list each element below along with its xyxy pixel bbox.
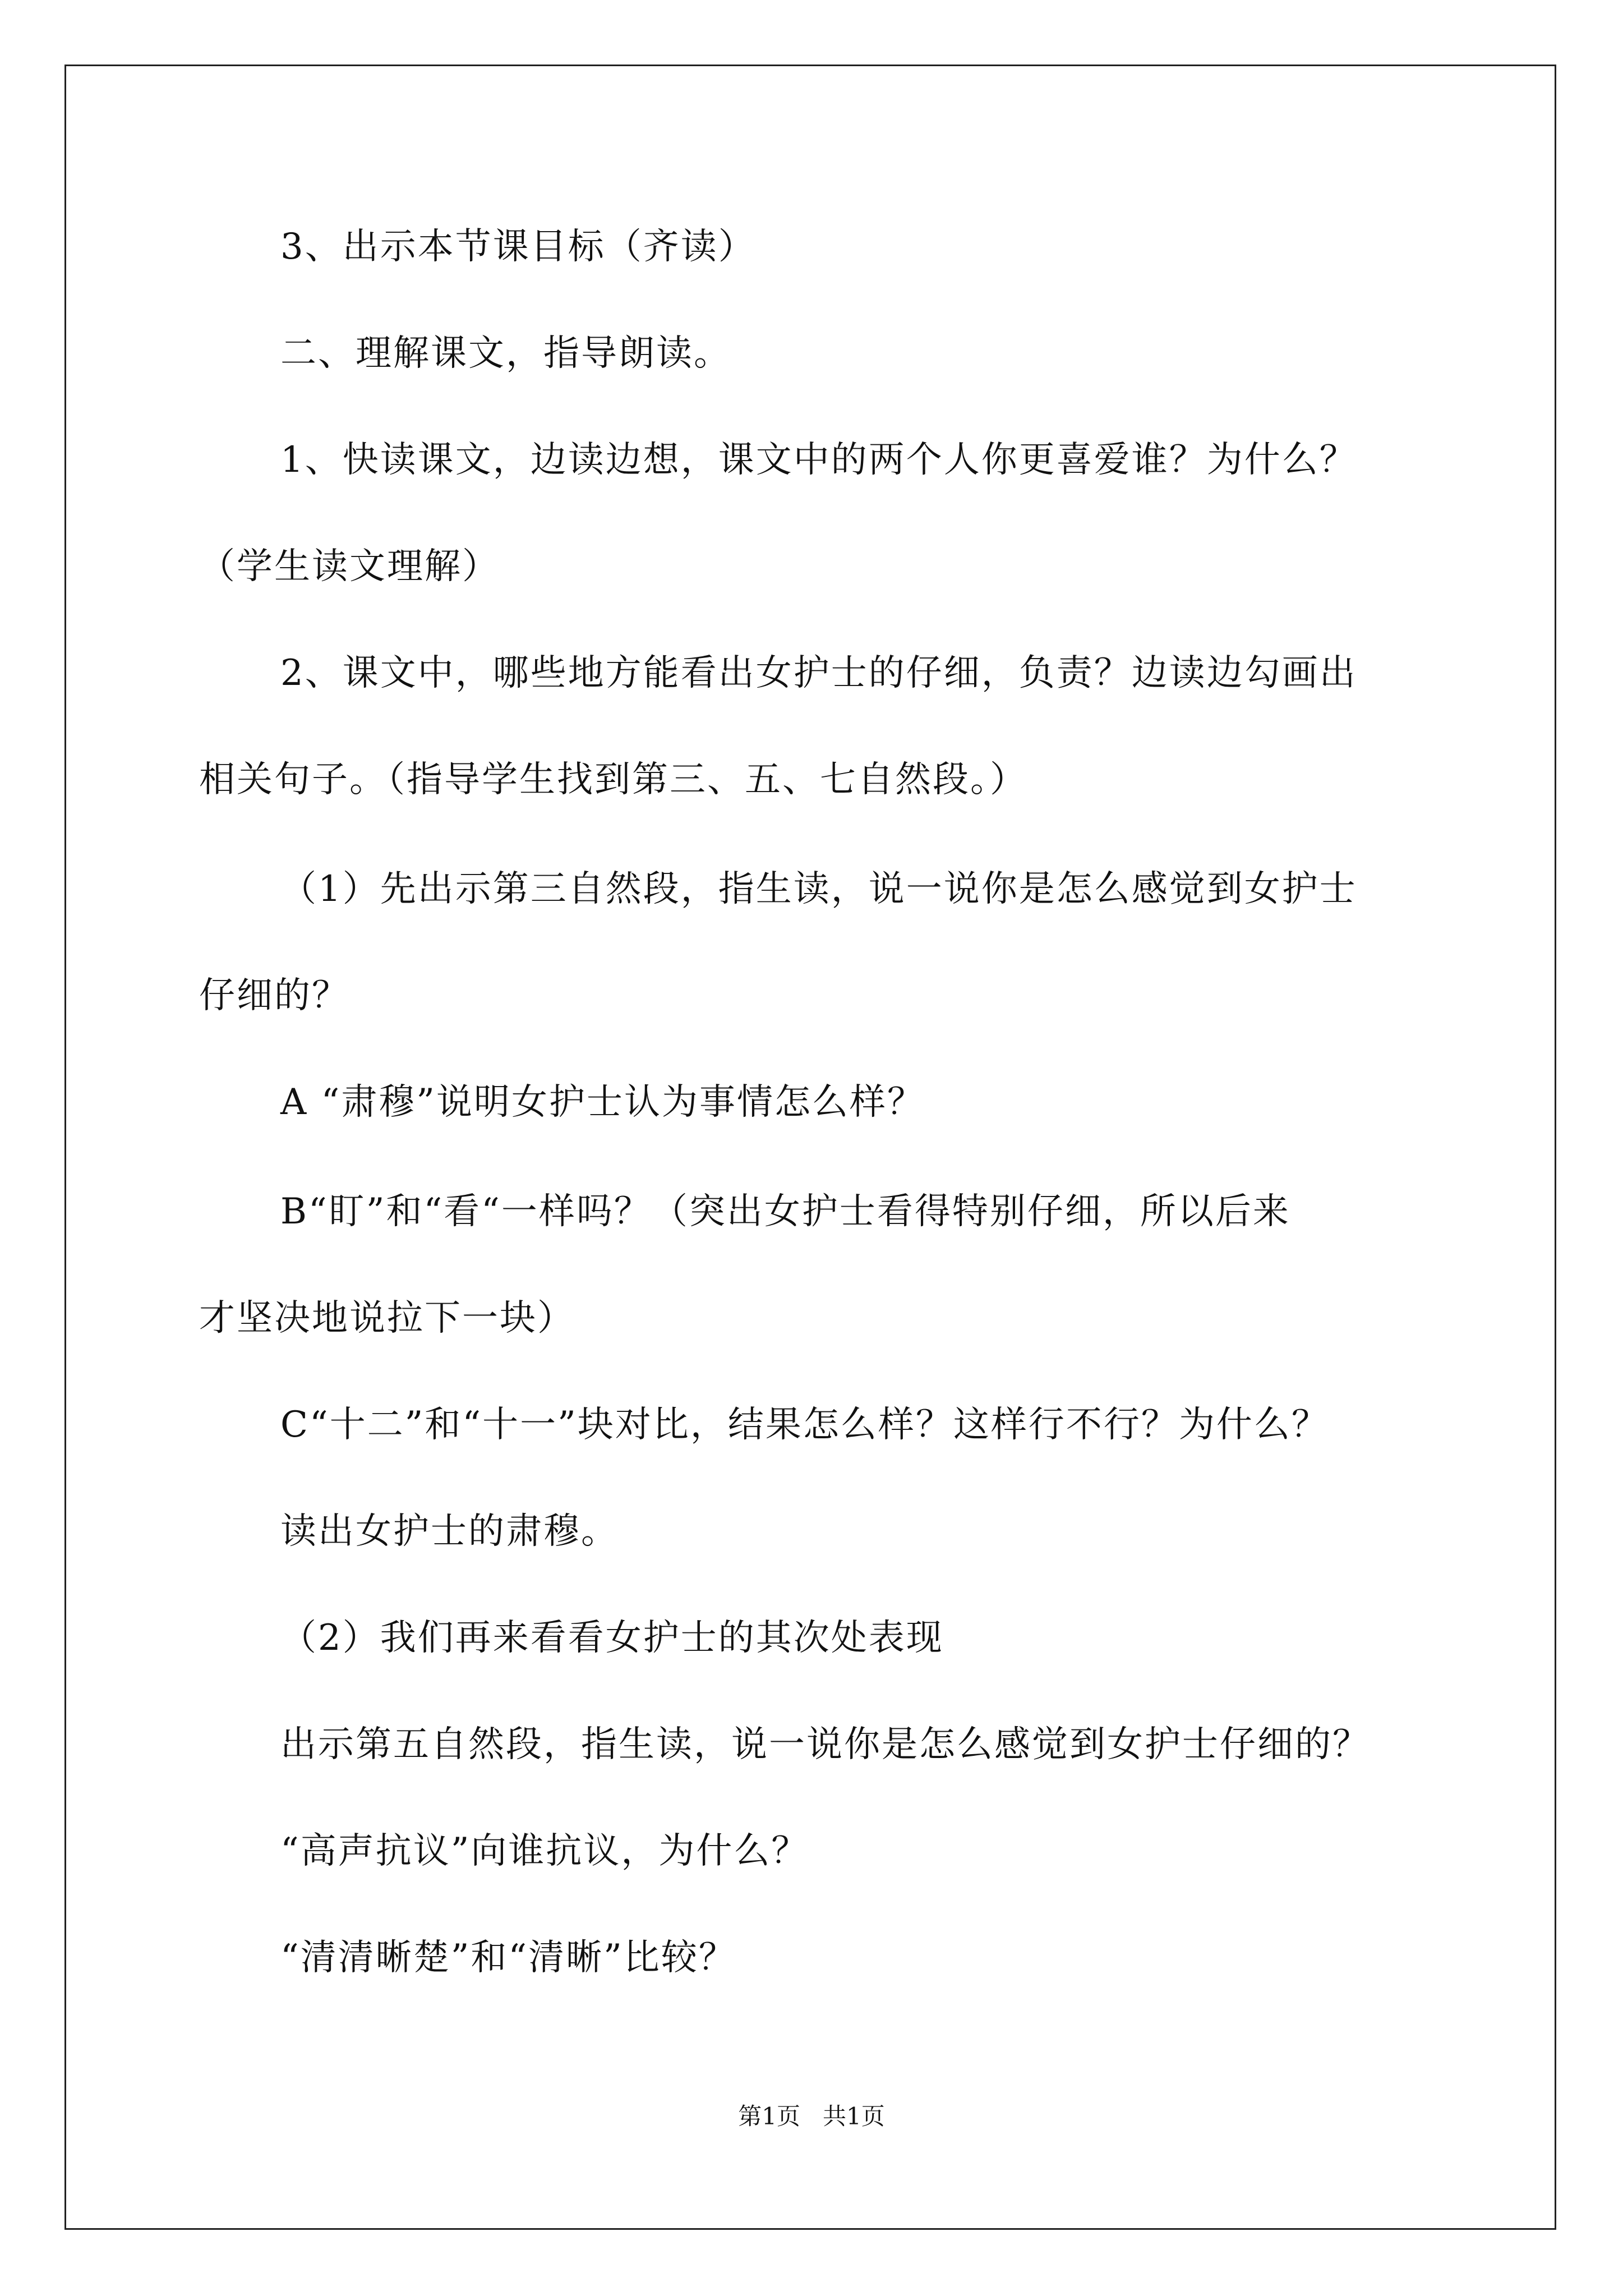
text-line: 3、出示本节课目标（齐读） — [280, 226, 756, 268]
text-line: 2、课文中，哪些地方能看出女护士的仔细，负责？边读边勾画出 — [280, 652, 1357, 694]
text-line: （2）我们再来看看女护士的其次处表现 — [280, 1617, 944, 1659]
text-line: C“十二”和“十一”块对比，结果怎么样？这样行不行？为什么？ — [280, 1404, 1329, 1446]
text-line: 二、理解课文，指导朗读。 — [280, 333, 731, 374]
page-border — [64, 65, 1556, 2230]
text-line: 相关句子。（指导学生找到第三、五、七自然段。） — [199, 759, 1027, 800]
text-line: 才坚决地说拉下一块） — [199, 1297, 575, 1339]
text-line: A “肃穆”说明女护士认为事情怎么样？ — [280, 1082, 925, 1123]
text-line: “清清晰楚”和“清晰”比较？ — [280, 1937, 736, 1978]
text-line: 读出女护士的肃穆。 — [280, 1511, 619, 1552]
page-footer: 第1页 共1页 — [738, 2102, 885, 2130]
text-line: B“盯”和“看“一样吗？（突出女护士看得特别仔细，所以后来 — [280, 1191, 1290, 1232]
text-line: （学生读文理解） — [199, 546, 500, 587]
text-line: （1）先出示第三自然段，指生读，说一说你是怎么感觉到女护士 — [280, 868, 1357, 910]
text-line: 1、快读课文，边读边想，课文中的两个人你更喜爱谁？为什么？ — [280, 439, 1357, 481]
text-line: “高声抗议”向谁抗议，为什么？ — [280, 1830, 809, 1872]
text-line: 出示第五自然段，指生读，说一说你是怎么感觉到女护士仔细的？ — [280, 1724, 1370, 1765]
text-line: 仔细的？ — [199, 975, 349, 1016]
